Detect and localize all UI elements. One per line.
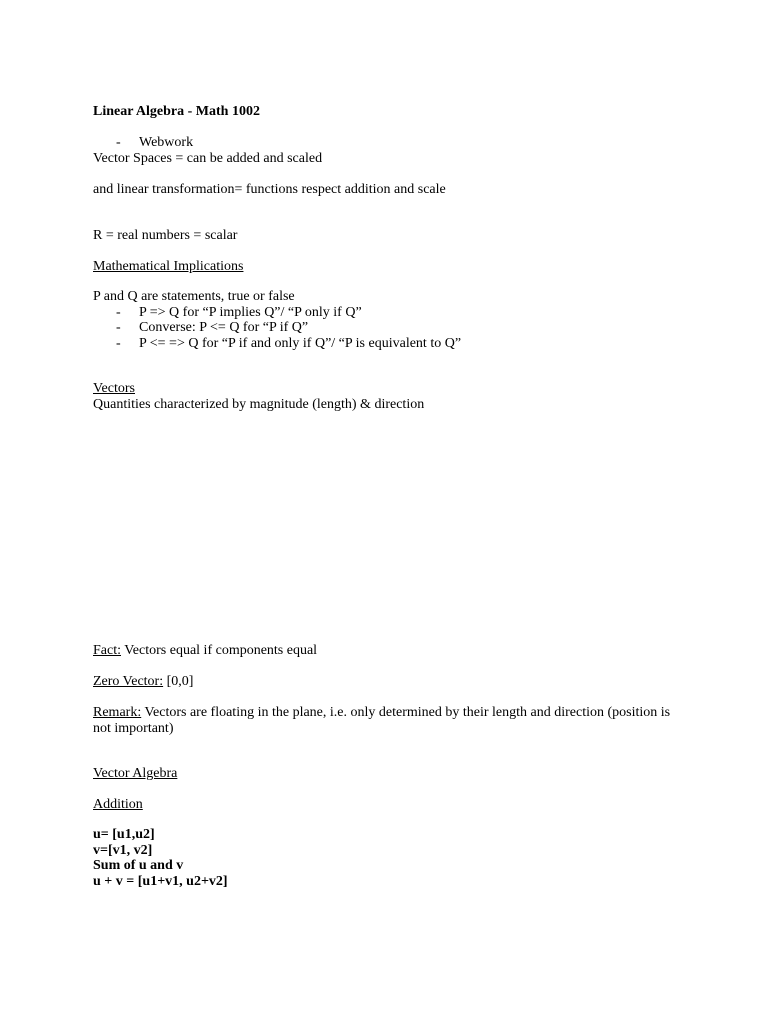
addition-line-sum-formula: u + v = [u1+v1, u2+v2]: [93, 874, 228, 889]
remark-label: Remark:: [93, 705, 142, 720]
zero-vector-line: [93, 674, 193, 690]
vector-spaces-line: Vector Spaces = can be added and scaled: [93, 151, 323, 166]
fact-text: Vectors equal if components equal: [121, 643, 318, 658]
implication-marker-1: -: [116, 305, 121, 320]
remark-paragraph: [93, 705, 683, 737]
vector-algebra-heading: Vector Algebra: [93, 766, 178, 781]
implication-item-1: P => Q for “P implies Q”/ “P only if Q”: [139, 305, 362, 320]
real-numbers-line: R = real numbers = scalar: [93, 228, 238, 243]
vectors-heading: Vectors: [93, 381, 135, 396]
bullet-marker: -: [116, 135, 121, 150]
implications-intro: P and Q are statements, true or false: [93, 289, 295, 304]
vectors-definition: Quantities characterized by magnitude (length) & direction: [93, 397, 425, 412]
implication-marker-2: -: [116, 320, 121, 335]
addition-line-sum-label: Sum of u and v: [93, 858, 184, 873]
linear-transformation-line: and linear transformation= functions respect addition and scale: [93, 182, 446, 197]
document-title: Linear Algebra - Math 1002: [93, 104, 260, 119]
implications-heading: Mathematical Implications: [93, 259, 244, 274]
zero-vector-text: [0,0]: [163, 674, 194, 689]
zero-vector-label: Zero Vector:: [93, 674, 164, 689]
implication-item-3: P <= => Q for “P if and only if Q”/ “P is equivalent to Q”: [139, 336, 462, 351]
remark-text: Vectors are floating in the plane, i.e. only determined by their length and direction (position is not important): [93, 705, 671, 736]
implication-item-2: Converse: P <= Q for “P if Q”: [139, 320, 309, 335]
addition-line-u: u= [u1,u2]: [93, 827, 155, 842]
fact-label: Fact:: [93, 643, 121, 658]
addition-heading: Addition: [93, 797, 143, 812]
bullet-webwork: Webwork: [139, 135, 194, 150]
addition-line-v: v=[v1, v2]: [93, 843, 153, 858]
implication-marker-3: -: [116, 336, 121, 351]
fact-line: [93, 643, 317, 659]
